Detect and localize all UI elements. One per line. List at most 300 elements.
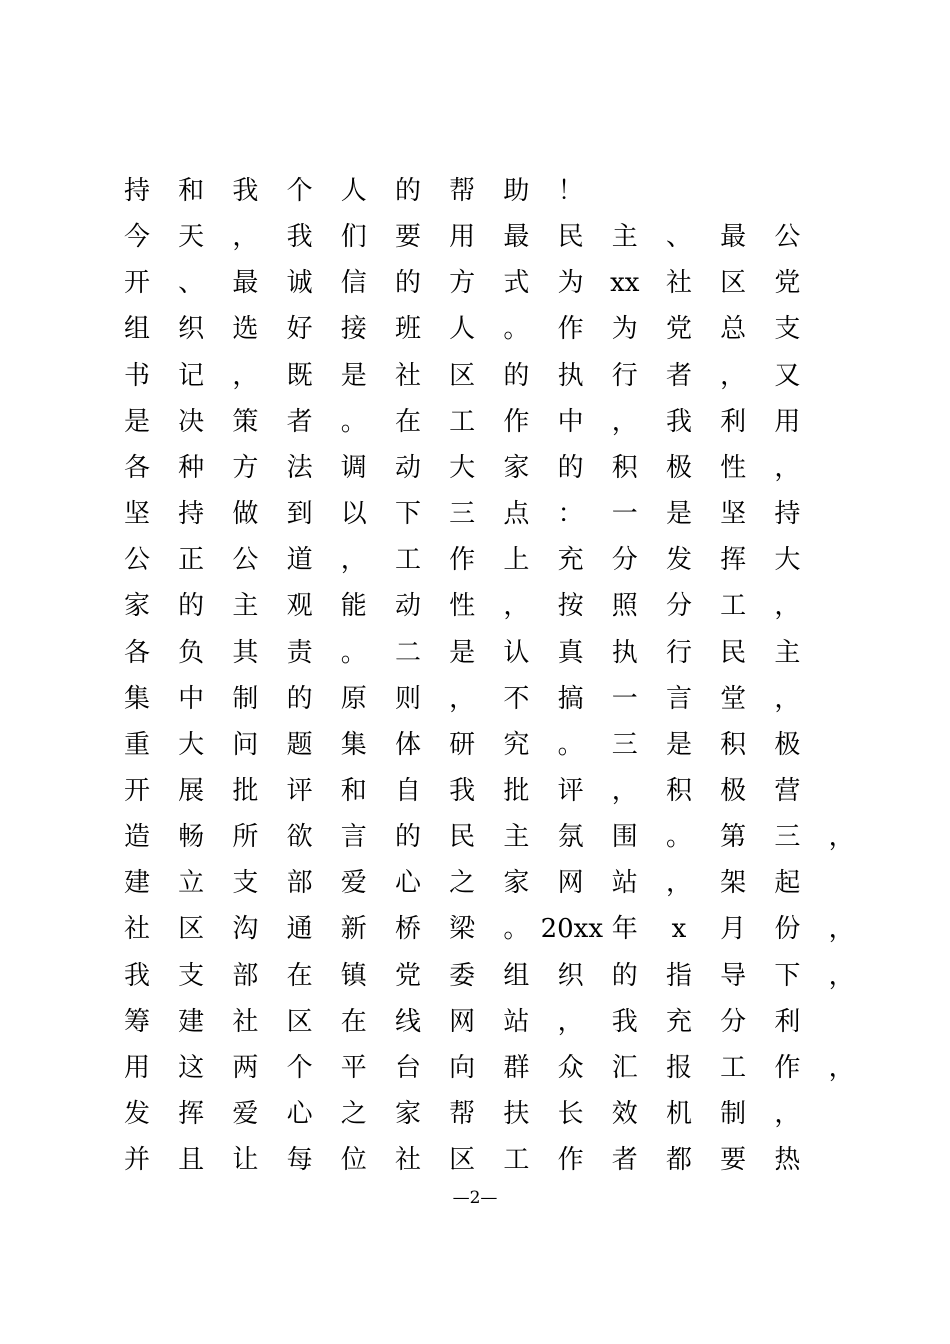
text-char: 认 [503, 637, 530, 668]
text-char: 三 [611, 729, 638, 760]
text-char: 行 [611, 360, 638, 391]
text-char: 接 [340, 314, 367, 345]
text-line [0, 1145, 950, 1191]
text-char: 重 [123, 729, 150, 760]
text-char: 执 [611, 637, 638, 668]
text-char: 之 [340, 1099, 367, 1129]
text-char: 汇 [611, 1052, 638, 1083]
text-char: 围 [611, 822, 638, 853]
text-char: 行 [665, 637, 692, 668]
text-char: ， [449, 683, 476, 714]
text-char: 用 [123, 1052, 150, 1083]
text-char: 一 [611, 499, 638, 530]
text-line [0, 361, 950, 407]
text-char: 搞 [557, 683, 584, 714]
text-char: 畅 [178, 822, 205, 853]
text-char: 方 [232, 452, 259, 483]
text-char: ， [232, 360, 259, 391]
text-char: 并 [123, 1145, 150, 1176]
text-char: 主 [774, 637, 801, 668]
text-char: 做 [232, 499, 259, 530]
text-char: 是 [665, 729, 692, 760]
text-char: 人 [449, 314, 476, 345]
text-line [0, 961, 950, 1007]
text-char: 心 [394, 868, 421, 899]
text-char: 动 [394, 452, 421, 483]
text-char: 、 [665, 222, 692, 253]
text-char: 展 [178, 775, 205, 806]
text-char: 主 [611, 222, 638, 253]
text-char: 分 [720, 1006, 747, 1037]
text-char: ， [611, 406, 638, 437]
text-char: 部 [286, 868, 313, 899]
text-char: 又 [774, 360, 801, 391]
text-char: 部 [232, 960, 259, 991]
text-char: 镇 [340, 960, 367, 991]
text-char: 信 [340, 268, 367, 299]
text-line [0, 822, 950, 868]
text-char: 上 [503, 545, 530, 576]
text-char: 大 [449, 452, 476, 483]
text-char: 且 [178, 1145, 205, 1176]
text-char: 能 [340, 591, 367, 622]
text-char: 20xx [540, 914, 604, 945]
text-char: 是 [123, 406, 150, 437]
text-char: 发 [123, 1099, 150, 1129]
text-line [0, 407, 950, 453]
text-char: 是 [449, 637, 476, 668]
text-char: 在 [340, 1006, 367, 1037]
text-char: 用 [449, 222, 476, 253]
text-char: 助 [503, 176, 530, 206]
text-char: 分 [611, 545, 638, 576]
text-char: 支 [232, 868, 259, 899]
text-char: ， [774, 683, 801, 714]
text-char: 热 [774, 1145, 801, 1176]
text-char: 所 [232, 822, 259, 853]
text-char: 法 [286, 452, 313, 483]
text-char: 工 [394, 545, 421, 576]
text-char: 利 [774, 1006, 801, 1037]
text-char: 最 [232, 268, 259, 299]
text-line [0, 222, 950, 268]
text-char: 区 [449, 1145, 476, 1176]
text-char: 家 [394, 1099, 421, 1129]
text-char: 主 [503, 822, 530, 853]
text-char: 究 [503, 729, 530, 760]
text-char: ， [611, 775, 638, 806]
text-char: 欲 [286, 822, 313, 853]
text-char: 道 [286, 545, 313, 576]
text-char: 个 [286, 1052, 313, 1083]
text-char: 让 [232, 1145, 259, 1176]
text-char: 织 [178, 314, 205, 345]
text-char: 网 [449, 1006, 476, 1037]
text-char: ， [774, 591, 801, 622]
text-char: 两 [232, 1052, 259, 1083]
text-char: 其 [232, 637, 259, 668]
text-char: 下 [394, 499, 421, 530]
text-char: 筹 [123, 1006, 150, 1037]
text-line [0, 868, 950, 914]
text-char: 支 [774, 314, 801, 345]
text-char: 造 [123, 822, 150, 853]
text-char: 好 [286, 314, 313, 345]
text-char: 大 [774, 545, 801, 576]
text-char: x [671, 914, 687, 945]
text-char: 心 [286, 1099, 313, 1129]
text-char: 充 [557, 545, 584, 576]
text-char: 以 [340, 499, 367, 530]
text-char: 帮 [449, 1099, 476, 1129]
text-line [0, 314, 950, 360]
text-char: 照 [611, 591, 638, 622]
text-char: 者 [611, 1145, 638, 1176]
text-char: 下 [774, 960, 801, 991]
text-char: 群 [503, 1052, 530, 1083]
text-char: 选 [232, 314, 259, 345]
text-char: 平 [340, 1052, 367, 1083]
text-line [0, 1007, 950, 1053]
text-char: 。 [557, 729, 584, 760]
text-char: 负 [178, 637, 205, 668]
text-char: 方 [449, 268, 476, 299]
text-char: 社 [232, 1006, 259, 1037]
text-line [0, 591, 950, 637]
text-char: 位 [340, 1145, 367, 1176]
text-char: 工 [720, 591, 747, 622]
text-char: 则 [394, 683, 421, 714]
text-char: 新 [340, 914, 367, 945]
text-char: ， [774, 452, 801, 483]
text-char: 班 [394, 314, 421, 345]
text-char: 持 [123, 176, 150, 206]
text-char: 挥 [720, 545, 747, 576]
text-char: 。 [340, 637, 367, 668]
text-char: 种 [178, 452, 205, 483]
text-char: 民 [557, 222, 584, 253]
text-char: 责 [286, 637, 313, 668]
text-char: 民 [449, 822, 476, 853]
text-char: 个 [286, 176, 313, 206]
text-line [0, 499, 950, 545]
text-char: 之 [449, 868, 476, 899]
text-char: 一 [611, 683, 638, 714]
text-char: 最 [720, 222, 747, 253]
text-char: 我 [449, 775, 476, 806]
text-char: ， [828, 1052, 855, 1083]
text-char: 组 [503, 960, 530, 991]
text-char: 决 [178, 406, 205, 437]
text-char: 家 [503, 452, 530, 483]
text-char: 这 [178, 1052, 205, 1083]
text-char: 桥 [394, 914, 421, 945]
text-char: 按 [557, 591, 584, 622]
text-char: 到 [286, 499, 313, 530]
text-line [0, 730, 950, 776]
text-char: 氛 [557, 822, 584, 853]
text-char: 我 [123, 960, 150, 991]
text-char: 作 [557, 314, 584, 345]
text-char: 性 [720, 452, 747, 483]
text-char: 式 [503, 268, 530, 299]
text-char: 积 [611, 452, 638, 483]
text-char: 都 [665, 1145, 692, 1176]
text-char: 组 [123, 314, 150, 345]
text-char: 帮 [449, 176, 476, 206]
text-char: ！ [557, 176, 584, 206]
text-char: 积 [665, 775, 692, 806]
text-char: 。 [340, 406, 367, 437]
text-char: 三 [449, 499, 476, 530]
text-char: 极 [665, 452, 692, 483]
text-char: 策 [232, 406, 259, 437]
text-char: 观 [286, 591, 313, 622]
text-line [0, 684, 950, 730]
text-char: 向 [449, 1052, 476, 1083]
text-char: 报 [665, 1052, 692, 1083]
text-char: 区 [286, 1006, 313, 1037]
text-char: 记 [178, 360, 205, 391]
text-char: 的 [394, 268, 421, 299]
text-char: 中 [557, 406, 584, 437]
text-char: 站 [611, 868, 638, 899]
text-char: 人 [340, 176, 367, 206]
text-char: 中 [178, 683, 205, 714]
text-char: 扶 [503, 1099, 530, 1129]
text-char: 区 [178, 914, 205, 945]
text-char: 家 [503, 868, 530, 899]
text-char: 发 [665, 545, 692, 576]
text-char: 持 [774, 499, 801, 530]
text-char: 架 [720, 868, 747, 899]
text-line [0, 914, 950, 960]
text-char: xx [610, 268, 640, 299]
text-char: 导 [720, 960, 747, 991]
text-char: 和 [178, 176, 205, 206]
text-char: 积 [720, 729, 747, 760]
text-line [0, 176, 950, 222]
text-char: 制 [720, 1099, 747, 1129]
text-char: 问 [232, 729, 259, 760]
text-char: 家 [123, 591, 150, 622]
text-char: 性 [449, 591, 476, 622]
text-char: 爱 [340, 868, 367, 899]
text-char: 的 [611, 960, 638, 991]
text-char: ， [232, 222, 259, 253]
text-char: 的 [557, 452, 584, 483]
text-char: ， [774, 1099, 801, 1129]
text-char: 建 [178, 1006, 205, 1037]
text-char: 执 [557, 360, 584, 391]
text-char: 批 [503, 775, 530, 806]
text-char: 集 [340, 729, 367, 760]
text-char: 作 [774, 1052, 801, 1083]
text-char: ， [720, 360, 747, 391]
text-char: 织 [557, 960, 584, 991]
text-char: 利 [720, 406, 747, 437]
text-char: 集 [123, 683, 150, 714]
text-char: 天 [178, 222, 205, 253]
text-char: 在 [286, 960, 313, 991]
text-char: 公 [232, 545, 259, 576]
text-char: 工 [449, 406, 476, 437]
text-char: 开 [123, 775, 150, 806]
text-char: 线 [394, 1006, 421, 1037]
text-char: 区 [449, 360, 476, 391]
text-char: 用 [774, 406, 801, 437]
text-char: 原 [340, 683, 367, 714]
text-char: 党 [774, 268, 801, 299]
text-char: 大 [178, 729, 205, 760]
text-line [0, 1053, 950, 1099]
text-char: 在 [394, 406, 421, 437]
text-char: 是 [665, 499, 692, 530]
text-char: 起 [774, 868, 801, 899]
text-char: 党 [665, 314, 692, 345]
text-char: 书 [123, 360, 150, 391]
text-char: 建 [123, 868, 150, 899]
text-char: ： [557, 499, 584, 530]
text-char: 三 [774, 822, 801, 853]
text-char: 站 [503, 1006, 530, 1037]
text-char: 长 [557, 1099, 584, 1129]
text-char: 我 [665, 406, 692, 437]
text-char: 制 [232, 683, 259, 714]
text-char: 的 [178, 591, 205, 622]
text-line [0, 1099, 950, 1145]
text-char: 公 [123, 545, 150, 576]
text-char: 自 [394, 775, 421, 806]
text-char: 社 [394, 360, 421, 391]
text-char: 指 [665, 960, 692, 991]
text-line [0, 776, 950, 822]
text-char: 第 [720, 822, 747, 853]
text-char: 沟 [232, 914, 259, 945]
text-char: 网 [557, 868, 584, 899]
text-char: 要 [720, 1145, 747, 1176]
text-char: 梁 [449, 914, 476, 945]
text-line [0, 638, 950, 684]
text-char: 二 [394, 637, 421, 668]
text-line [0, 268, 950, 314]
text-char: 挥 [178, 1099, 205, 1129]
text-char: ， [340, 545, 367, 576]
text-char: 。 [665, 822, 692, 853]
text-char: 分 [665, 591, 692, 622]
text-char: 年 [611, 914, 638, 945]
text-char: 题 [286, 729, 313, 760]
text-char: 委 [449, 960, 476, 991]
text-char: 我 [611, 1006, 638, 1037]
text-char: ， [828, 960, 855, 991]
text-char: 每 [286, 1145, 313, 1176]
text-char: 坚 [123, 499, 150, 530]
text-char: 、 [178, 268, 205, 299]
text-char: 和 [340, 775, 367, 806]
text-char: 机 [665, 1099, 692, 1129]
text-char: 公 [774, 222, 801, 253]
text-char: 各 [123, 452, 150, 483]
text-char: 坚 [720, 499, 747, 530]
text-char: 作 [503, 406, 530, 437]
text-char: 的 [503, 360, 530, 391]
text-char: 评 [286, 775, 313, 806]
text-char: 支 [178, 960, 205, 991]
text-char: 区 [720, 268, 747, 299]
text-char: 为 [557, 268, 584, 299]
text-char: 营 [774, 775, 801, 806]
text-char: 要 [394, 222, 421, 253]
text-char: 者 [286, 406, 313, 437]
text-char: 体 [394, 729, 421, 760]
text-char: 真 [557, 637, 584, 668]
text-char: 党 [394, 960, 421, 991]
text-char: 作 [557, 1145, 584, 1176]
text-char: 为 [611, 314, 638, 345]
text-char: ， [665, 868, 692, 899]
text-char: 我 [232, 176, 259, 206]
text-char: 月 [720, 914, 747, 945]
text-char: 者 [665, 360, 692, 391]
text-char: 今 [123, 222, 150, 253]
text-char: 。 [503, 914, 530, 945]
text-char: ， [828, 822, 855, 853]
page-number: —2— [452, 1188, 498, 1208]
text-char: ， [503, 591, 530, 622]
text-char: 评 [557, 775, 584, 806]
text-char: 既 [286, 360, 313, 391]
text-char: 极 [720, 775, 747, 806]
text-char: 言 [665, 683, 692, 714]
text-char: 爱 [232, 1099, 259, 1129]
text-char: 民 [720, 637, 747, 668]
text-char: 各 [123, 637, 150, 668]
text-char: 我 [286, 222, 313, 253]
text-char: 开 [123, 268, 150, 299]
text-char: 社 [665, 268, 692, 299]
text-char: 研 [449, 729, 476, 760]
text-char: ， [557, 1006, 584, 1037]
text-char: 调 [340, 452, 367, 483]
text-char: 的 [394, 176, 421, 206]
text-line [0, 453, 950, 499]
text-char: 效 [611, 1099, 638, 1129]
text-char: 份 [774, 914, 801, 945]
text-char: 的 [394, 822, 421, 853]
text-char: 工 [503, 1145, 530, 1176]
text-char: ， [828, 914, 855, 945]
text-char: 极 [774, 729, 801, 760]
text-char: 通 [286, 914, 313, 945]
text-char: 是 [340, 360, 367, 391]
text-char: 堂 [720, 683, 747, 714]
text-char: 言 [340, 822, 367, 853]
text-char: 台 [394, 1052, 421, 1083]
text-char: 不 [503, 683, 530, 714]
text-char: 动 [394, 591, 421, 622]
text-char: 们 [340, 222, 367, 253]
text-char: 众 [557, 1052, 584, 1083]
text-char: 持 [178, 499, 205, 530]
text-char: 立 [178, 868, 205, 899]
text-char: 社 [394, 1145, 421, 1176]
text-char: 充 [665, 1006, 692, 1037]
text-char: 主 [232, 591, 259, 622]
text-char: 诚 [286, 268, 313, 299]
text-char: 社 [123, 914, 150, 945]
text-char: 最 [503, 222, 530, 253]
